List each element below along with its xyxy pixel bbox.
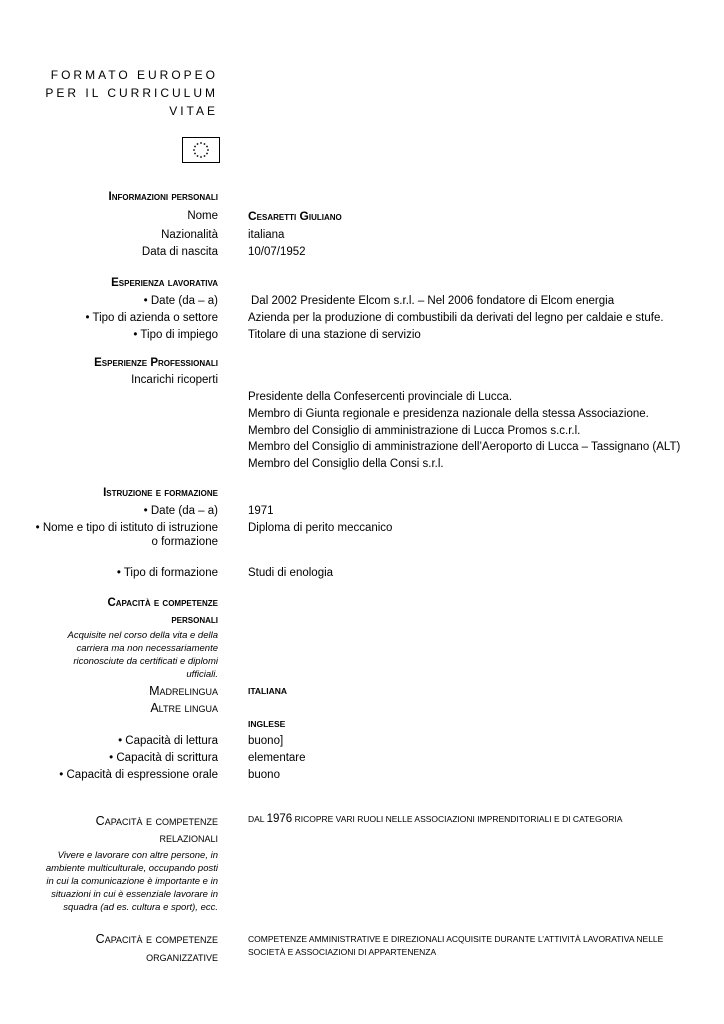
reading-value: buono]	[248, 735, 284, 747]
other-language-value: INGLESE	[248, 719, 286, 729]
skills-note-line: ufficiali.	[186, 669, 218, 680]
relational-value-rest: RICOPRE VARI RUOLI NELLE ASSOCIAZIONI IMPRENDITORIALI E DI CATEGORIA	[294, 814, 623, 824]
cv-title-line-1: FORMATO EUROPEO	[50, 68, 218, 82]
dob-label: Data di nascita	[141, 246, 218, 258]
relational-note-line: Vivere e lavorare con altre persone, in	[57, 850, 218, 861]
relational-note-line: ambiente multiculturale, occupando posti	[45, 863, 218, 874]
writing-value: elementare	[248, 752, 306, 764]
skills-note-line: carriera ma non necessariamente	[76, 643, 218, 654]
work-date-value: Dal 2002 Presidente Elcom s.r.l. – Nel 2006 fondatore di Elcom energia	[251, 295, 615, 307]
cv-title	[0, 66, 218, 120]
dob-value: 10/07/1952	[248, 246, 306, 258]
list-item: Presidente della Confesercenti provinciale di Lucca.	[248, 391, 513, 403]
name-value: Cesaretti Giuliano	[248, 209, 342, 223]
edu-type-label: • Tipo di formazione	[116, 567, 218, 579]
cv-title-line-2: PER IL CURRICULUM	[45, 86, 218, 100]
organizational-value-line: SOCIETÀ E ASSOCIAZIONI DI APPARTENENZA	[248, 947, 437, 957]
organizational-title-2: organizzative	[146, 950, 218, 964]
name-label: Nome	[187, 210, 218, 222]
section-skills-2: personali	[171, 614, 218, 626]
skills-note-line: Acquisite nel corso della vita e della	[67, 630, 218, 641]
section-professional: Esperienze Professionali	[94, 357, 218, 369]
organizational-value-line: COMPETENZE AMMINISTRATIVE E DIREZIONALI ACQUISITE DURANTE L’ATTIVITÀ LAVORATIVA NELLE	[248, 934, 664, 944]
skills-note	[18, 629, 218, 681]
list-item: Membro del Consiglio di amministrazione di Lucca Promos s.c.r.l.	[248, 424, 581, 437]
section-personal: Informazioni personali	[108, 191, 218, 203]
relational-value-year: 1976	[266, 813, 293, 825]
list-item: Membro del Consiglio della Consi s.r.l.	[248, 458, 444, 471]
edu-type-value: Studi di enologia	[248, 567, 334, 579]
relational-title-2: relazionali	[159, 831, 218, 845]
section-education: Istruzione e formazione	[103, 487, 218, 499]
speaking-value: buono	[248, 769, 280, 781]
relational-note-line: squadra (ad es. cultura e sport), ecc.	[63, 902, 218, 913]
work-company-value: Azienda per la produzione di combustibili da derivati del legno per caldaie e stufe.	[248, 312, 664, 324]
edu-date-value: 1971	[248, 505, 274, 517]
list-item: Membro del Consiglio di amministrazione dell’Aeroporto di Lucca – Tassignano (ALT)	[248, 441, 681, 454]
other-language-label: Altre lingua	[150, 701, 218, 715]
work-company-label: • Tipo di azienda o settore	[85, 312, 218, 324]
section-skills-1: Capacità e competenze	[107, 597, 218, 609]
relational-note	[0, 849, 218, 914]
edu-institution-label-1: • Nome e tipo di istituto di istruzione	[35, 522, 218, 534]
nationality-value: italiana	[248, 229, 285, 241]
work-job-value: Titolare di una stazione di servizio	[248, 329, 421, 341]
work-job-label: • Tipo di impiego	[133, 329, 218, 341]
reading-label: • Capacità di lettura	[118, 735, 218, 747]
relational-title-1: Capacità e competenze	[95, 814, 218, 828]
work-date-label: • Date (da – a)	[143, 295, 218, 307]
professional-list	[248, 389, 680, 473]
writing-label: • Capacità di scrittura	[109, 752, 218, 764]
nationality-label: Nazionalità	[161, 229, 218, 241]
relational-value-prefix: DAL	[248, 814, 265, 824]
edu-institution-value: Diploma di perito meccanico	[248, 522, 393, 534]
list-item: Membro di Giunta regionale e presidenza nazionale della stessa Associazione.	[248, 407, 649, 420]
speaking-label: • Capacità di espressione orale	[59, 769, 218, 781]
eu-flag-icon	[182, 137, 220, 163]
edu-date-label: • Date (da – a)	[143, 505, 218, 517]
organizational-value	[248, 933, 663, 959]
skills-note-line: riconosciute da certificati e diplomi	[73, 656, 218, 667]
edu-institution-label-2: o formazione	[151, 536, 218, 548]
relational-note-line: situazioni in cui è essenziale lavorare in	[51, 889, 218, 900]
section-work: Esperienza lavorativa	[111, 277, 218, 289]
professional-sub-label: Incarichi ricoperti	[131, 374, 218, 386]
organizational-title-1: Capacità e competenze	[95, 932, 218, 946]
mother-tongue-label: Madrelingua	[149, 684, 218, 698]
mother-tongue-value: ITALIANA	[248, 686, 288, 696]
relational-value	[248, 813, 622, 825]
relational-note-line: in cui la comunicazione è importante e in	[46, 876, 218, 887]
cv-title-line-3: VITAE	[169, 104, 218, 118]
